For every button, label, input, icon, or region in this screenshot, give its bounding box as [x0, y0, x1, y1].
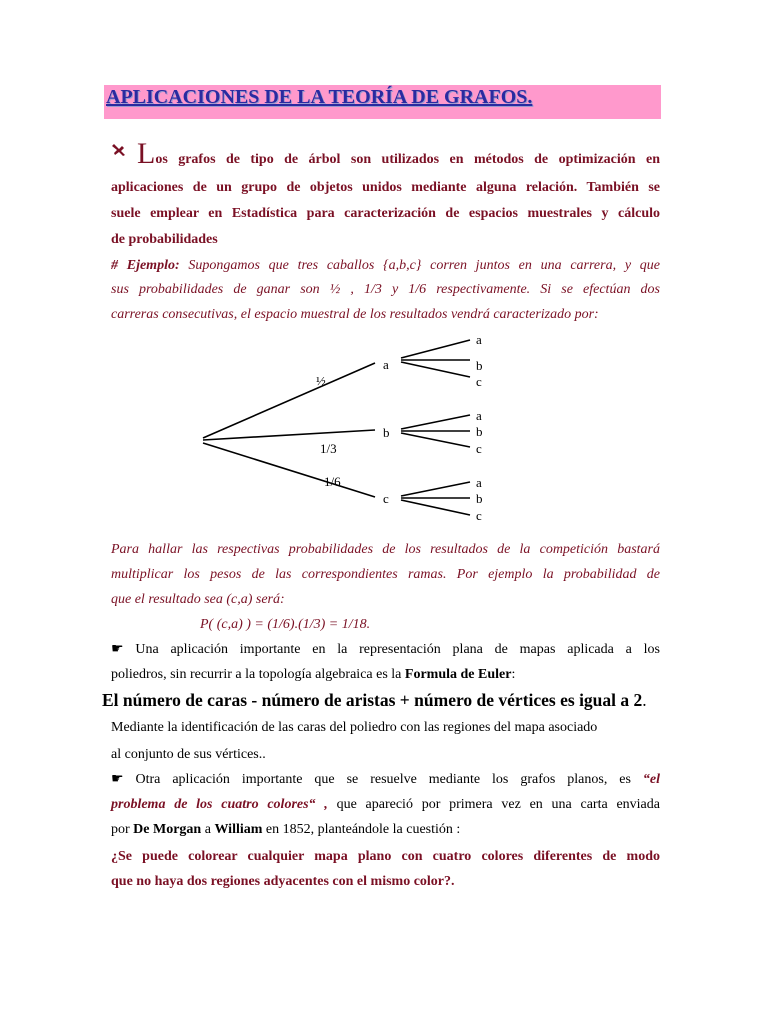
euler-statement-text: El número de caras - número de aristas + número de vértices es igual a 2 [102, 690, 643, 710]
leaf-c-b: b [476, 491, 483, 506]
branch-a-c [401, 362, 470, 377]
colors-line1 [111, 771, 660, 789]
colors-line3-c: a [201, 822, 215, 837]
euler-line2-text: poliedros, sin recurrir a la topología algebraica es la [111, 667, 405, 682]
para1-line1-text: os grafos de tipo de árbol son utilizados en métodos de optimización en [155, 152, 660, 167]
branch-c-c [401, 500, 470, 515]
para1-line3: suele emplear en Estadística para caracterización de espacios muestrales y cálculo [111, 206, 660, 221]
euler-line4: al conjunto de sus vértices.. [111, 747, 266, 762]
leaf-a-c: c [476, 374, 482, 389]
para2-line1: Para hallar las respectivas probabilidades de los resultados de la competición bastará [111, 542, 660, 557]
euler-line1-text: Una aplicación importante en la representación plana de mapas aplicada a los [123, 642, 660, 657]
leaf-b-a: a [476, 408, 482, 423]
branch-c-a [401, 482, 470, 496]
euler-line3: Mediante la identificación de las caras del poliedro con las regiones del mapa asociado [111, 720, 598, 735]
example-line2: sus probabilidades de ganar son ½ , 1/3 y 1/6 respectivamente. Si se efectúan dos [111, 282, 660, 297]
para1-line2: aplicaciones de un grupo de objetos unidos mediante alguna relación. También se [111, 180, 660, 195]
example-line1-text: Supongamos que tres caballos {a,b,c} corren juntos en una carrera, y que [179, 258, 660, 273]
node-b: b [383, 425, 390, 440]
euler-statement-period: . [642, 690, 647, 710]
question-line1: ¿Se puede colorear cualquier mapa plano con cuatro colores diferentes de modo [111, 849, 660, 864]
de-morgan: De Morgan [133, 822, 202, 837]
example-label: # Ejemplo: [111, 258, 180, 273]
euler-statement [102, 690, 662, 711]
colors-line2-text: que apareció por primera vez en una carta enviada [327, 797, 660, 812]
colors-line3-a: por [111, 822, 134, 837]
four-colors-problem: problema de los cuatro colores“ , [111, 797, 328, 812]
euler-line2-colon: : [511, 667, 516, 682]
dropcap: L [137, 137, 156, 170]
para1-line4: de probabilidades [111, 232, 218, 247]
weight-b: 1/3 [320, 441, 337, 456]
question-line2: que no haya dos regiones adyacentes con el mismo color?. [111, 874, 455, 889]
william: William [214, 822, 263, 837]
colors-line3 [111, 821, 660, 839]
colors-line1-text: Otra aplicación importante que se resuelve mediante los grafos planos, es [123, 772, 643, 787]
weight-a: ½ [316, 373, 326, 388]
weight-c: 1/6 [324, 474, 341, 489]
formula: P( (c,a) ) = (1/6).(1/3) = 1/18. [200, 617, 371, 632]
page-title: APLICACIONES DE LA TEORÍA DE GRAFOS. [106, 86, 533, 108]
branch-b-a [401, 415, 470, 429]
leaf-a-b: b [476, 358, 483, 373]
colors-line2 [111, 796, 660, 814]
pointing-hand-icon: ☛ [111, 642, 124, 657]
node-a: a [383, 357, 389, 372]
leaf-b-b: b [476, 424, 483, 439]
branch-a-a [401, 340, 470, 358]
euler-formula-name: Formula de Euler [404, 667, 512, 682]
branch-root-b [203, 430, 375, 440]
leaf-c-c: c [476, 508, 482, 523]
node-c: c [383, 491, 389, 506]
leaf-c-a: a [476, 475, 482, 490]
branch-root-a [203, 363, 375, 438]
para2-line3: que el resultado sea (c,a) será: [111, 592, 285, 607]
branch-root-c [203, 443, 375, 497]
colors-line3-e: en 1852, planteándole la cuestión : [262, 822, 461, 837]
pointing-hand-icon-2: ☛ [111, 772, 124, 787]
para2-line2: multiplicar los pesos de las correspondientes ramas. Por ejemplo la probabilidad de [111, 567, 660, 582]
euler-line2 [111, 666, 660, 684]
colors-quote-start: “el [642, 772, 660, 787]
example-line3: carreras consecutivas, el espacio muestral de los resultados vendrá caracterizado por: [111, 307, 599, 322]
leaf-b-c: c [476, 441, 482, 456]
euler-line1 [111, 641, 660, 659]
branch-b-c [401, 433, 470, 447]
leaf-a-a: a [476, 332, 482, 347]
